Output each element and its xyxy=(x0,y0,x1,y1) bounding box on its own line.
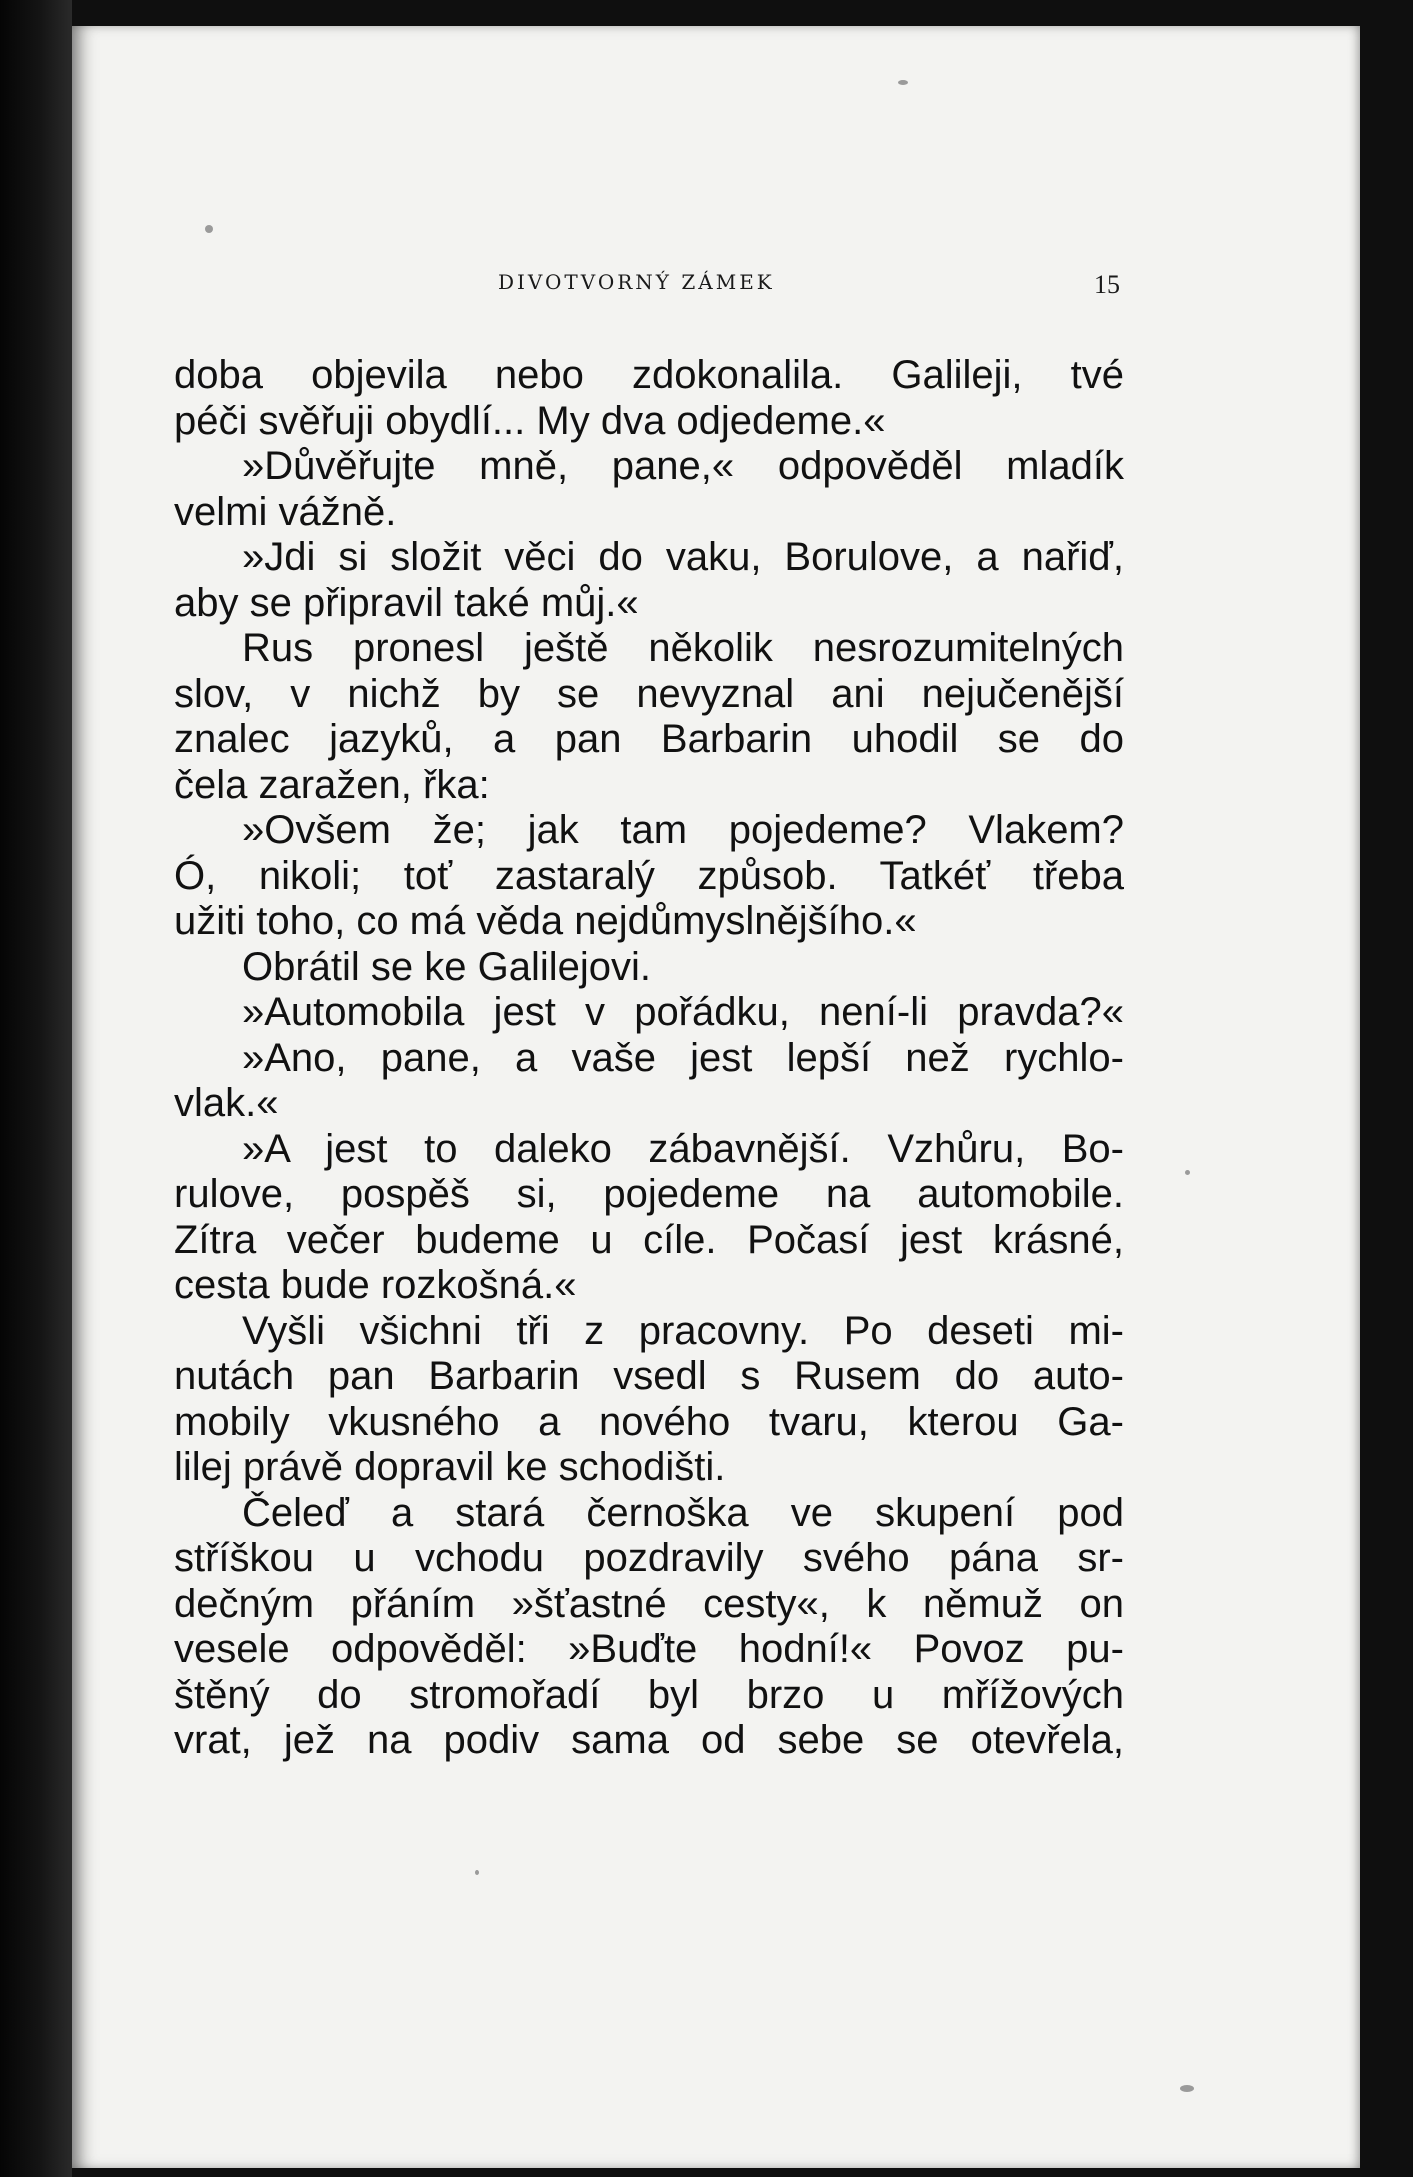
text-line: doba objevila nebo zdokonalila. Galileji, tvé xyxy=(174,353,1124,397)
text-line: »Automobila jest v pořádku, není-li pravda?« xyxy=(242,990,1124,1034)
text-line: Vyšli všichni tři z pracovny. Po deseti mi- xyxy=(242,1308,1124,1353)
text-line: znalec jazyků, a pan Barbarin uhodil se do xyxy=(174,717,1124,761)
text-line: rulove, pospěš si, pojedeme na automobile. xyxy=(174,1172,1124,1216)
paper-speck xyxy=(205,225,213,233)
text-line: »A jest to daleko zábavnější. Vzhůru, Bo- xyxy=(242,1126,1124,1171)
page-number: 15 xyxy=(1094,270,1120,299)
text-line: vlak.« xyxy=(174,1081,279,1125)
paper-speck xyxy=(1185,1170,1190,1175)
text-line: péči svěřuji obydlí... My dva odjedeme.« xyxy=(174,398,886,443)
book-spine-shadow xyxy=(0,0,72,2177)
text-line: Čeleď a stará černoška ve skupení pod xyxy=(242,1490,1124,1535)
text-line: štěný do stromořadí byl brzo u mřížových xyxy=(174,1672,1124,1717)
text-line: lilej právě dopravil ke schodišti. xyxy=(174,1445,726,1489)
text-line: aby se připravil také můj.« xyxy=(174,580,639,625)
text-line: Zítra večer budeme u cíle. Počasí jest krásné, xyxy=(174,1217,1124,1262)
text-line: vrat, jež na podiv sama od sebe se otevřela, xyxy=(174,1718,1124,1762)
text-line: čela zaražen, řka: xyxy=(174,762,490,807)
text-line: »Ovšem že; jak tam pojedeme? Vlakem? xyxy=(242,808,1124,852)
running-title: DIVOTVORNÝ ZÁMEK xyxy=(498,270,775,294)
text-line: slov, v nichž by se nevyznal ani nejučenější xyxy=(174,671,1124,716)
text-line: Rus pronesl ještě několik nesrozumitelných xyxy=(242,626,1124,670)
text-line: užiti toho, co má věda nejdůmyslnějšího.« xyxy=(174,899,917,943)
text-line: cesta bude rozkošná.« xyxy=(174,1263,577,1307)
text-line: »Jdi si složit věci do vaku, Borulove, a nařiď, xyxy=(242,535,1124,579)
paper-speck xyxy=(475,1870,479,1875)
text-line: Obrátil se ke Galilejovi. xyxy=(242,944,652,989)
text-line: vesele odpověděl: »Buďte hodní!« Povoz pu- xyxy=(174,1627,1124,1671)
text-line: Ó, nikoli; toť zastaralý způsob. Tatkéť třeba xyxy=(174,853,1124,898)
paper-speck xyxy=(898,80,908,85)
body-text xyxy=(174,353,1124,1764)
text-line: »Ano, pane, a vaše jest lepší než rychlo- xyxy=(242,1035,1124,1080)
text-line: dečným přáním »šťastné cesty«, k němuž on xyxy=(174,1581,1124,1626)
text-line: velmi vážně. xyxy=(174,489,397,534)
text-line: »Důvěřujte mně, pane,« odpověděl mladík xyxy=(242,444,1124,488)
text-line: stříškou u vchodu pozdravily svého pána sr- xyxy=(174,1536,1124,1580)
text-line: mobily vkusného a nového tvaru, kterou Ga- xyxy=(174,1399,1124,1444)
text-line: nutách pan Barbarin vsedl s Rusem do auto- xyxy=(174,1354,1124,1398)
paper-speck xyxy=(1180,2085,1194,2092)
